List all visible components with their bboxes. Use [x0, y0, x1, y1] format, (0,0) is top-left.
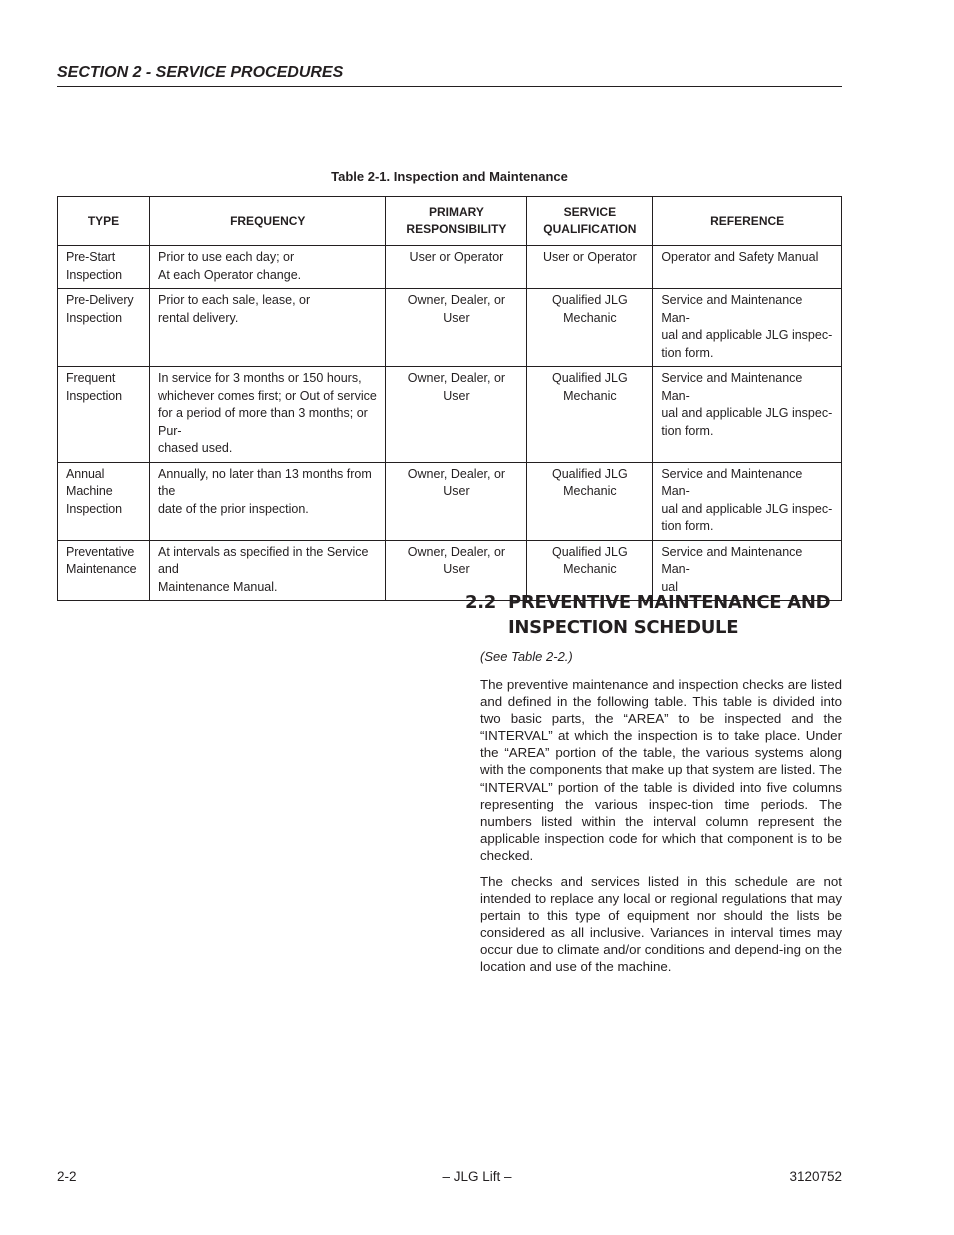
table-caption: Table 2-1. Inspection and Maintenance	[331, 169, 568, 184]
footer-document-number: 3120752	[789, 1169, 842, 1184]
cell-frequency: Annually, no later than 13 months from the date of the prior inspection.	[149, 462, 386, 540]
cell-responsibility: Owner, Dealer, or User	[386, 367, 527, 463]
cell-responsibility: User or Operator	[386, 246, 527, 289]
column-header-primary-responsibility: PRIMARY RESPONSIBILITY	[386, 197, 527, 246]
cell-frequency: Prior to use each day; or At each Operator change.	[149, 246, 386, 289]
cell-frequency: At intervals as specified in the Service and Maintenance Manual.	[149, 540, 386, 601]
cell-type: Preventative Maintenance	[58, 540, 150, 601]
cell-qualification: Qualified JLG Mechanic	[527, 540, 653, 601]
table-header-row	[58, 197, 842, 246]
table-row	[58, 289, 842, 367]
section-header: SECTION 2 - SERVICE PROCEDURES	[57, 64, 842, 87]
cell-qualification: Qualified JLG Mechanic	[527, 462, 653, 540]
cell-responsibility: Owner, Dealer, or User	[386, 289, 527, 367]
cell-reference: Service and Maintenance Man- ual and applicable JLG inspec- tion form.	[653, 289, 842, 367]
cell-type: Pre-Start Inspection	[58, 246, 150, 289]
column-header-frequency: FREQUENCY	[149, 197, 386, 246]
cell-responsibility: Owner, Dealer, or User	[386, 540, 527, 601]
cell-type: Annual Machine Inspection	[58, 462, 150, 540]
cell-type: Pre-Delivery Inspection	[58, 289, 150, 367]
footer-page-number: 2-2	[57, 1169, 77, 1184]
footer-center-text: – JLG Lift –	[442, 1169, 512, 1184]
cell-frequency: In service for 3 months or 150 hours, whichever comes first; or Out of service for a period of more than 3 months; or Pur- chased used.	[149, 367, 386, 463]
cell-qualification: Qualified JLG Mechanic	[527, 367, 653, 463]
column-header-reference: REFERENCE	[653, 197, 842, 246]
table-row	[58, 367, 842, 463]
cell-reference: Service and Maintenance Man- ual and applicable JLG inspec- tion form.	[653, 462, 842, 540]
cell-qualification: Qualified JLG Mechanic	[527, 289, 653, 367]
cell-reference: Service and Maintenance Man- ual and applicable JLG inspec- tion form.	[653, 367, 842, 463]
cell-type: Frequent Inspection	[58, 367, 150, 463]
cell-frequency: Prior to each sale, lease, or rental delivery.	[149, 289, 386, 367]
cell-responsibility: Owner, Dealer, or User	[386, 462, 527, 540]
section-number: 2.2	[465, 592, 496, 613]
table-row	[58, 246, 842, 289]
inspection-maintenance-table	[57, 196, 842, 601]
section-title: PREVENTIVE MAINTENANCE AND INSPECTION SCHEDULE	[508, 592, 831, 638]
cell-reference: Operator and Safety Manual	[653, 246, 842, 289]
body-paragraph-1: The preventive maintenance and inspection checks are listed and defined in the following table. This table is divided into two basic parts, the “AREA” to be inspected and the “INTERVAL” at which the inspection is to take place. Under the “AREA” portion of the table, the various systems along with the components that make up that system are listed. The “INTERVAL” portion of the table is divided into five columns representing the various inspec-tion time periods. The numbers listed within the interval column represent the applicable inspection code for which that component is to be checked.	[480, 677, 842, 863]
see-table-reference: (See Table 2-2.)	[480, 649, 573, 664]
section-heading	[465, 590, 845, 640]
column-header-type: TYPE	[58, 197, 150, 246]
cell-reference: Service and Maintenance Man- ual	[653, 540, 842, 601]
column-header-service-qualification: SERVICE QUALIFICATION	[527, 197, 653, 246]
table-row	[58, 462, 842, 540]
cell-qualification: User or Operator	[527, 246, 653, 289]
body-paragraph-2: The checks and services listed in this schedule are not intended to replace any local or regional regulations that may pertain to this type of equipment nor should the lists be considered as all inclusive. Variances in interval times may occur due to climate and/or conditions and depend-ing on the location and use of the machine.	[480, 874, 842, 975]
